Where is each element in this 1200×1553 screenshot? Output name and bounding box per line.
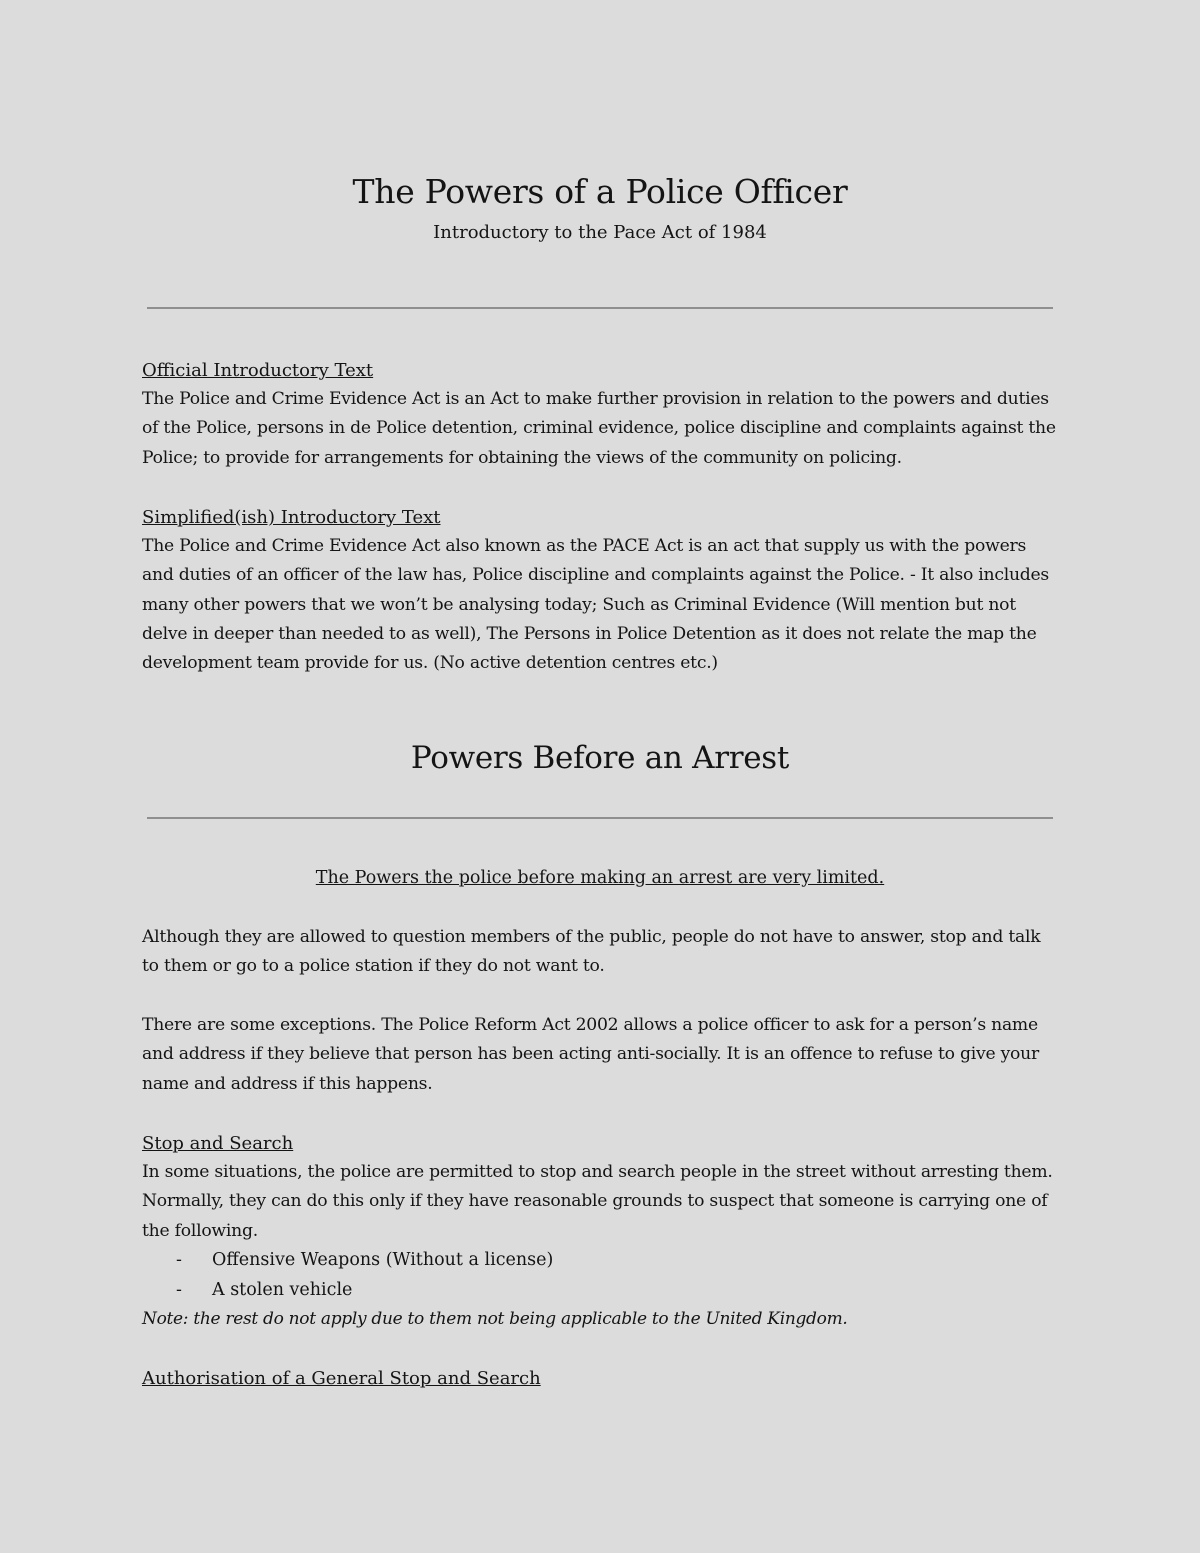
bullet-dash: -: [176, 1280, 182, 1300]
note-text: Note: the rest do not apply due to them not being applicable to the United Kingdom.: [142, 1309, 848, 1329]
official-heading: Official Introductory Text: [142, 360, 374, 381]
list-item: [176, 1246, 553, 1275]
document-page: [142, 0, 1058, 1553]
list-item-text: Offensive Weapons (Without a license): [212, 1250, 554, 1270]
document-title: The Powers of a Police Officer: [352, 172, 848, 211]
official-body: The Police and Crime Evidence Act is an Act to make further provision in relation to the powers and duties of the Police, persons in de Police detention, criminal evidence, police discipline and complaints against the Police; to provide for arrangements for obtaining the views of the community on policing.: [142, 389, 1056, 468]
list-item: [176, 1276, 352, 1305]
divider: [147, 307, 1053, 309]
stop-search-heading: Stop and Search: [142, 1133, 294, 1154]
list-item-text: A stolen vehicle: [212, 1280, 353, 1300]
document-subtitle: Introductory to the Pace Act of 1984: [433, 222, 767, 243]
divider: [147, 817, 1053, 819]
bullet-dash: -: [176, 1250, 182, 1270]
limited-powers-statement: The Powers the police before making an arrest are very limited.: [315, 868, 885, 888]
questioning-paragraph: Although they are allowed to question members of the public, people do not have to answer, stop and talk to them or go to a police station if they do not want to.: [142, 927, 1041, 977]
section-title: Powers Before an Arrest: [410, 740, 790, 776]
simplified-heading: Simplified(ish) Introductory Text: [142, 507, 441, 528]
simplified-body: The Police and Crime Evidence Act also known as the PACE Act is an act that supply us with the powers and duties of an officer of the law has, Police discipline and complaints against the Police. - It also includes many other powers that we won’t be analysing today; Such as Criminal Evidence (Will mention but not delve in deeper than needed to as well), The Persons in Police Detention as it does not relate the map the development team provide for us. (No active detention centres etc.): [142, 536, 1050, 674]
general-stop-search-heading: Authorisation of a General Stop and Search: [142, 1368, 541, 1389]
exceptions-paragraph: There are some exceptions. The Police Reform Act 2002 allows a police officer to ask for a person’s name and address if they believe that person has been acting anti-socially. It is an offence to refuse to give your name and address if this happens.: [142, 1015, 1039, 1094]
stop-search-body: In some situations, the police are permitted to stop and search people in the street without arresting them. Normally, they can do this only if they have reasonable grounds to suspect that someone is carrying one of the following.: [142, 1162, 1053, 1241]
